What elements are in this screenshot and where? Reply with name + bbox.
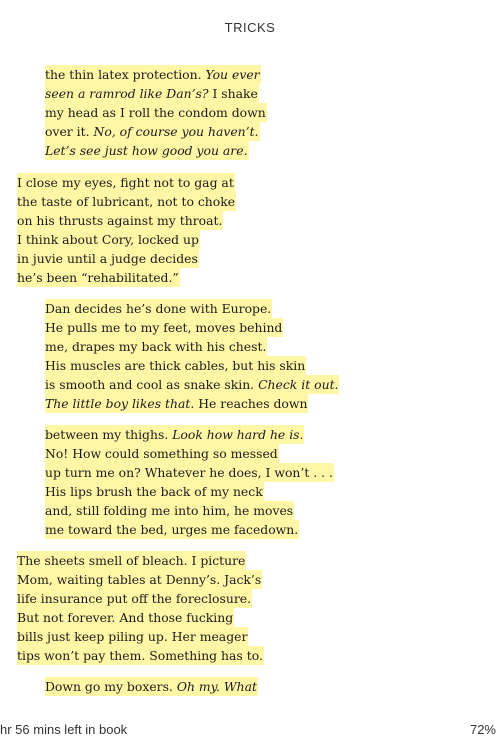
text-segment: But not forever. And those fucking — [17, 610, 234, 625]
text-segment: and, still folding me into him, he moves — [45, 503, 294, 518]
italic-text-segment: Look how hard he is. — [172, 427, 304, 442]
highlighted-text-line[interactable] — [45, 425, 304, 444]
text-segment: over it. — [45, 124, 94, 139]
italic-text-segment: No, of course you haven’t. — [93, 124, 259, 139]
text-segment: the taste of lubricant, not to choke — [17, 194, 236, 209]
text-segment: tips won’t pay them. Something has to. — [17, 648, 263, 663]
text-segment: No! How could something so messed — [45, 446, 278, 461]
highlighted-text-line[interactable] — [45, 482, 264, 501]
highlighted-text-line[interactable] — [45, 103, 267, 122]
highlighted-text-line[interactable] — [17, 249, 199, 268]
highlighted-text-line[interactable] — [17, 627, 248, 646]
highlighted-text-line[interactable] — [45, 65, 261, 84]
highlighted-text-line[interactable] — [17, 646, 264, 665]
text-segment: me toward the bed, urges me facedown. — [45, 522, 299, 537]
text-segment: He reaches down — [194, 396, 308, 411]
reading-progress-bar — [0, 722, 500, 742]
highlighted-text-line[interactable] — [45, 463, 334, 482]
highlighted-text-line[interactable] — [17, 211, 223, 230]
text-segment: I think about Cory, locked up — [17, 232, 199, 247]
highlighted-text-line[interactable] — [17, 570, 262, 589]
text-segment: up turn me on? Whatever he does, I won’t . . . — [45, 465, 333, 480]
text-segment: the thin latex protection. — [45, 67, 206, 82]
percent-read-label: 72% — [469, 722, 496, 737]
italic-text-segment: The little boy likes that. — [45, 396, 195, 411]
text-segment: between my thighs. — [45, 427, 173, 442]
stanza — [45, 677, 258, 696]
highlighted-text-line[interactable] — [45, 677, 258, 696]
highlighted-text-line[interactable] — [17, 173, 235, 192]
stanza — [17, 551, 264, 665]
highlighted-text-line[interactable] — [45, 318, 283, 337]
highlighted-text-line[interactable] — [45, 444, 279, 463]
highlighted-text-line[interactable] — [17, 551, 246, 570]
italic-text-segment: Oh my. What — [176, 679, 257, 694]
text-segment: he’s been “rehabilitated.” — [17, 270, 179, 285]
text-segment: is smooth and cool as snake skin. — [45, 377, 259, 392]
italic-text-segment: Let’s see just how good you are. — [45, 143, 248, 158]
time-left-label: hr 56 mins left in book — [0, 722, 128, 737]
italic-text-segment: Check it out. — [258, 377, 339, 392]
text-segment: me, drapes my back with his chest. — [45, 339, 267, 354]
highlighted-text-line[interactable] — [45, 84, 259, 103]
stanza — [45, 425, 334, 539]
highlighted-text-line[interactable] — [45, 375, 339, 394]
highlighted-text-line[interactable] — [17, 230, 200, 249]
stanza — [45, 65, 267, 160]
highlighted-text-line[interactable] — [17, 608, 234, 627]
text-segment: on his thrusts against my throat. — [17, 213, 223, 228]
text-segment: in juvie until a judge decides — [17, 251, 198, 266]
highlighted-text-line[interactable] — [45, 141, 249, 160]
text-segment: I close my eyes, fight not to gag at — [17, 175, 234, 190]
italic-text-segment: You ever — [205, 67, 260, 82]
text-segment: I shake — [208, 86, 258, 101]
highlighted-text-line[interactable] — [17, 192, 236, 211]
text-segment: Mom, waiting tables at Denny’s. Jack’s — [17, 572, 262, 587]
text-segment: He pulls me to my feet, moves behind — [45, 320, 283, 335]
highlighted-text-line[interactable] — [45, 501, 294, 520]
text-segment: my head as I roll the condom down — [45, 105, 266, 120]
text-segment: His lips brush the back of my neck — [45, 484, 263, 499]
highlighted-text-line[interactable] — [45, 394, 308, 413]
stanza — [45, 299, 339, 413]
highlighted-text-line[interactable] — [45, 122, 260, 141]
text-segment: bills just keep piling up. Her meager — [17, 629, 248, 644]
text-segment: The sheets smell of bleach. I picture — [17, 553, 246, 568]
chapter-title: TRICKS — [224, 20, 276, 35]
highlighted-text-line[interactable] — [17, 268, 180, 287]
text-segment: Dan decides he’s done with Europe. — [45, 301, 272, 316]
highlighted-text-line[interactable] — [17, 589, 252, 608]
highlighted-text-line[interactable] — [45, 299, 272, 318]
highlighted-text-line[interactable] — [45, 337, 267, 356]
italic-text-segment: seen a ramrod like Dan’s? — [45, 86, 209, 101]
highlighted-text-line[interactable] — [45, 520, 299, 539]
highlighted-text-line[interactable] — [45, 356, 306, 375]
stanza — [17, 173, 236, 287]
text-segment: life insurance put off the foreclosure. — [17, 591, 252, 606]
text-segment: Down go my boxers. — [45, 679, 177, 694]
text-segment: His muscles are thick cables, but his skin — [45, 358, 306, 373]
